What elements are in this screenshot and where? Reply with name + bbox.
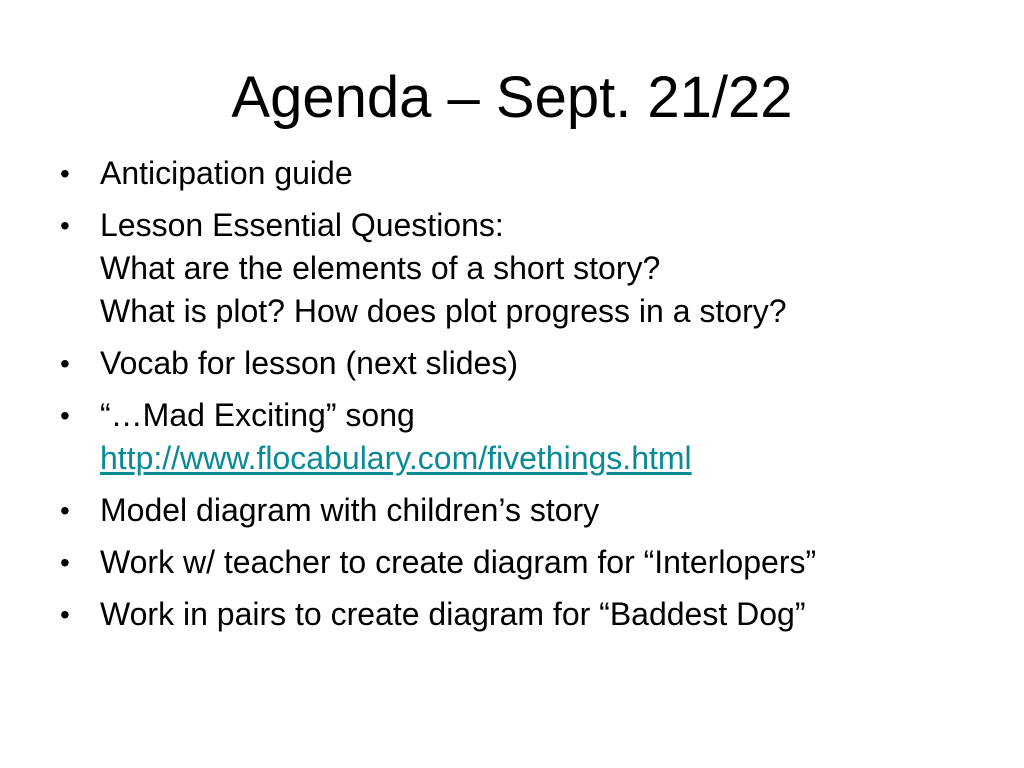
song-link[interactable]: http://www.flocabulary.com/fivethings.html (100, 440, 692, 476)
agenda-item-text: Anticipation guide (100, 155, 353, 191)
agenda-item-text: Work in pairs to create diagram for “Baddest Dog” (100, 596, 806, 632)
agenda-item-anticipation-guide (58, 152, 1008, 195)
bullet-icon: • (60, 599, 70, 630)
agenda-item-baddest-dog (58, 593, 1008, 636)
agenda-item-text: “…Mad Exciting” song (100, 397, 415, 433)
slide-title: Agenda – Sept. 21/22 (231, 65, 793, 130)
agenda-item-essential-questions (58, 204, 1008, 333)
agenda-item-model-diagram (58, 489, 1008, 532)
bullet-icon: • (60, 400, 70, 431)
agenda-item-text: Vocab for lesson (next slides) (100, 345, 518, 381)
bullet-icon: • (60, 210, 70, 241)
essential-question-1: What are the elements of a short story? (100, 250, 661, 286)
agenda-item-interlopers (58, 541, 1008, 584)
agenda-item-song (58, 394, 1008, 480)
bullet-icon: • (60, 495, 70, 526)
bullet-icon: • (60, 158, 70, 189)
essential-question-2: What is plot? How does plot progress in a story? (100, 293, 787, 329)
bullet-icon: • (60, 348, 70, 379)
agenda-list (58, 152, 1008, 645)
agenda-item-vocab (58, 342, 1008, 385)
agenda-item-text: Work w/ teacher to create diagram for “Interlopers” (100, 544, 817, 580)
bullet-icon: • (60, 547, 70, 578)
song-link-line (100, 437, 1008, 480)
agenda-item-text: Lesson Essential Questions: (100, 207, 504, 243)
agenda-item-text: Model diagram with children’s story (100, 492, 600, 528)
